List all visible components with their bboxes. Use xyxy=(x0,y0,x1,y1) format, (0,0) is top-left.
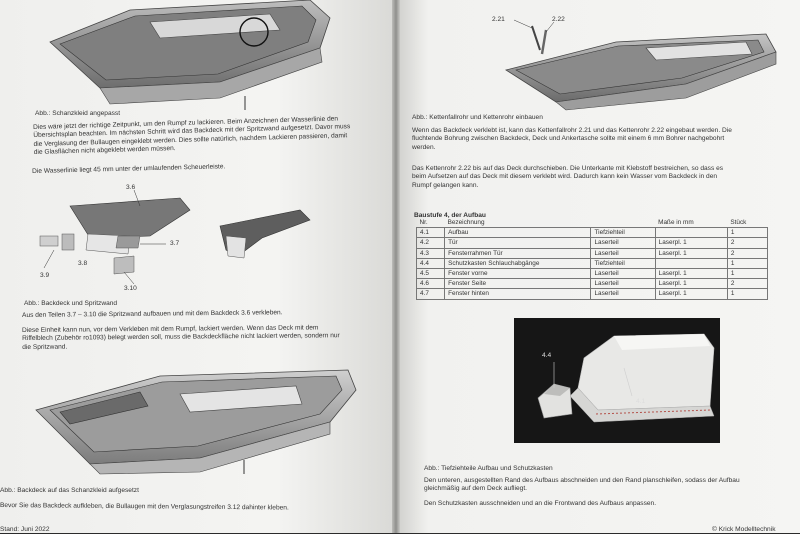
cell-bezeichnung: Schutzkasten Schlauchabgänge xyxy=(445,258,591,268)
paragraph-aufbau-rand: Den unteren, ausgestellten Rand des Aufbaus abschneiden und den Rand planschleifen, sodass der Aufbau gleichmäßig auf dem Deck aufliegt. xyxy=(424,477,740,493)
label-3-7: 3.7 xyxy=(170,240,180,247)
cell-bezeichnung: Fensterrahmen Tür xyxy=(445,248,591,258)
cell-art: Laserteil xyxy=(591,279,655,289)
cell-bezeichnung: Aufbau xyxy=(445,228,591,238)
footer-date: Stand: Juni 2022 xyxy=(0,526,50,533)
left-page xyxy=(0,0,396,533)
cell-art: Laserteil xyxy=(591,248,655,258)
bow-illustration xyxy=(496,0,796,112)
cell-masse: Laserpl. 1 xyxy=(655,279,727,289)
cell-art: Laserteil xyxy=(591,268,655,278)
photo-label-4-1: 4.1 xyxy=(636,398,646,405)
paragraph-spritzwand: Aus den Teilen 3.7 – 3.10 die Spritzwand aufbauen und mit dem Backdeck 3.6 verkleben. xyxy=(22,309,283,319)
cell-stueck: 2 xyxy=(727,248,767,258)
parts-photo-drawing xyxy=(514,318,720,443)
header-bezeichnung: Bezeichnung xyxy=(445,218,591,228)
cell-art: Laserteil xyxy=(591,289,655,299)
cell-stueck: 1 xyxy=(727,289,767,299)
caption-tiefziehteile: Abb.: Tiefziehteile Aufbau und Schutzkasten xyxy=(424,465,553,472)
header-stueck: Stück xyxy=(727,218,767,228)
label-3-9: 3.9 xyxy=(40,272,50,279)
label-3-10: 3.10 xyxy=(124,285,137,292)
cell-nr: 4.4 xyxy=(417,258,445,268)
caption-backdeck-spritzwand: Abb.: Backdeck und Spritzwand xyxy=(24,300,118,307)
book-gutter xyxy=(392,0,400,533)
footer-copyright: © Krick Modelltechnik xyxy=(712,526,776,533)
section-title-baustufe-4: Baustufe 4, der Aufbau xyxy=(414,212,486,219)
table-row xyxy=(417,248,768,258)
cell-bezeichnung: Tür xyxy=(445,238,591,248)
cell-stueck: 1 xyxy=(727,228,767,238)
cell-masse xyxy=(655,258,727,268)
cell-nr: 4.6 xyxy=(417,279,445,289)
table-row xyxy=(417,279,768,289)
cell-bezeichnung: Fenster vorne xyxy=(445,268,591,278)
parts-photo xyxy=(514,318,720,443)
cell-nr: 4.2 xyxy=(417,238,445,248)
parts-table xyxy=(416,218,768,300)
label-3-8: 3.8 xyxy=(78,260,88,267)
table-row xyxy=(417,238,768,248)
cell-nr: 4.1 xyxy=(417,228,445,238)
cell-stueck: 2 xyxy=(727,279,767,289)
table-row xyxy=(417,289,768,299)
caption-backdeck-aufgesetzt: Abb.: Backdeck auf das Schanzkleid aufgesetzt xyxy=(0,487,139,494)
caption-kettenfallrohr: Abb.: Kettenfallrohr und Kettenrohr einbauen xyxy=(412,114,543,121)
cell-masse: Laserpl. 1 xyxy=(655,268,727,278)
cell-bezeichnung: Fenster Seite xyxy=(445,279,591,289)
cell-nr: 4.3 xyxy=(417,248,445,258)
cell-bezeichnung: Fenster hinten xyxy=(445,289,591,299)
paragraph-lackieren: Dies wäre jetzt der richtige Zeitpunkt, um den Rumpf zu lackieren. Beim Anzeichnen der Wasserlinie den Übersichtsplan beachten. Im nächsten Schritt wird das Backdeck mit der Spritzwand aufgesetzt. Davor muss die Verglasung der Bullaugen eingeklebt werden. Dies sollte natürlich, nachdem Lackieren passieren, damit die Glasflächen nicht abgeklebt werden müssen. xyxy=(33,115,351,157)
cell-masse: Laserpl. 1 xyxy=(655,289,727,299)
header-nr: Nr. xyxy=(417,218,445,228)
table-header-row xyxy=(417,218,768,228)
table-row xyxy=(417,258,768,268)
cell-nr: 4.5 xyxy=(417,268,445,278)
header-art xyxy=(591,218,655,228)
caption-schanzkleid: Abb.: Schanzkleid angepasst xyxy=(35,110,121,117)
paragraph-lackierung: Diese Einheit kann nun, vor dem Verkleben mit dem Rumpf, lackiert werden. Wenn das Deck mit dem Riffelblech (Zubehör ro1093) belegt werden soll, muss die Backdeckfläche nicht lackiert werden, sondern nur die Spritzwand. xyxy=(22,324,340,351)
header-masse: Maße in mm xyxy=(655,218,727,228)
cell-art: Tiefziehteil xyxy=(591,258,655,268)
cell-masse xyxy=(655,228,727,238)
table-row xyxy=(417,268,768,278)
cell-art: Tiefziehteil xyxy=(591,228,655,238)
label-3-6: 3.6 xyxy=(126,184,136,191)
hull-illustration-top xyxy=(40,0,360,112)
label-2-21: 2.21 xyxy=(492,16,505,23)
paragraph-kettenfallrohr: Wenn das Backdeck verklebt ist, kann das Kettenfallrohr 2.21 und das Kettenrohr 2.22 eingebaut werden. Die fluchtende Bohrung zwischen Backdeck, Deck und Ankertasche sollte mit einem 6 mm Bohrer nachgebohrt werden. xyxy=(412,127,732,151)
paragraph-kettenrohr: Das Kettenrohr 2.22 bis auf das Deck durchschieben. Die Unterkante mit Klebstoff bestreichen, so dass es beim Aufsetzen auf das Deck mit diesem verklebt wird. Dadurch kann kein Wasser vom Backdeck in den Rumpf gelangen kann. xyxy=(412,165,724,189)
table-row xyxy=(417,228,768,238)
photo-label-4-4: 4.4 xyxy=(542,352,552,359)
hull-illustration-bottom xyxy=(30,360,370,476)
cell-masse: Laserpl. 1 xyxy=(655,248,727,258)
cell-nr: 4.7 xyxy=(417,289,445,299)
right-page xyxy=(396,0,800,533)
cell-art: Laserteil xyxy=(591,238,655,248)
paragraph-bullaugen: Bevor Sie das Backdeck aufkleben, die Bullaugen mit den Verglasungstreifen 3.12 dahinter kleben. xyxy=(0,502,289,512)
cell-masse: Laserpl. 1 xyxy=(655,238,727,248)
cell-stueck: 1 xyxy=(727,258,767,268)
backdeck-parts-diagram xyxy=(30,176,380,300)
paragraph-schutzkasten: Den Schutzkasten ausschneiden und an die Frontwand des Aufbaus anpassen. xyxy=(424,500,657,507)
cell-stueck: 1 xyxy=(727,268,767,278)
cell-stueck: 2 xyxy=(727,238,767,248)
label-2-22: 2.22 xyxy=(552,16,565,23)
paragraph-wasserlinie: Die Wasserlinie liegt 45 mm unter der umlaufenden Scheuerleiste. xyxy=(32,163,226,175)
